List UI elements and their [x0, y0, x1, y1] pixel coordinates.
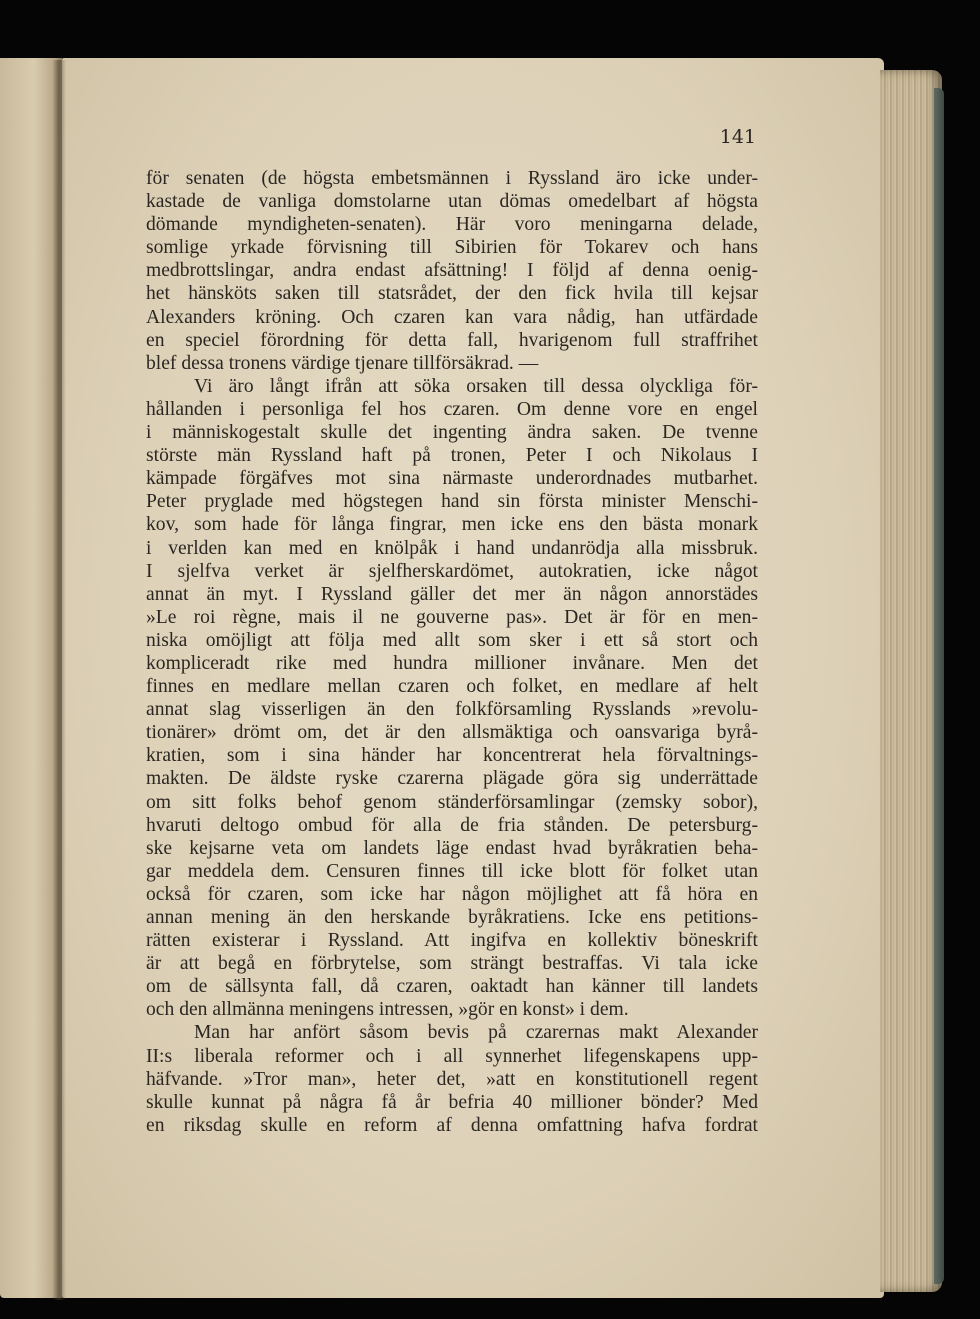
- text-line: om sitt folks behof genom ständerförsamlingar (zemsky sobor),: [146, 791, 758, 813]
- text-line: kämpade förgäfves mot sina närmaste underordnades mutbarhet.: [146, 468, 758, 490]
- text-line: en speciel förordning för detta fall, hvarigenom full straffrihet: [146, 329, 758, 351]
- text-line: somlige yrkade förvisning till Sibirien för Tokarev och hans: [146, 237, 758, 259]
- text-line: och den allmänna meningens intressen, »gör en konst» i dem.: [146, 999, 629, 1021]
- text-line: Alexanders kröning. Och czaren kan vara nådig, han utfärdade: [146, 306, 758, 328]
- text-line: hållanden i personliga fel hos czaren. Om denne vore en engel: [146, 398, 758, 420]
- text-line: Man har anfört såsom bevis på czarernas makt Alexander: [194, 1022, 758, 1044]
- text-line: en riksdag skulle en reform af denna omfattning hafva fordrat: [146, 1114, 758, 1136]
- page-gutter-shadow: [52, 60, 66, 1300]
- text-line: om de sällsynta fall, då czaren, oaktadt han känner till landets: [146, 976, 758, 998]
- text-line: annat slag visserligen än den folkförsamling Rysslands »revolu-: [146, 699, 758, 721]
- text-line: Vi äro långt ifrån att söka orsaken till dessa olyckliga för-: [194, 375, 758, 397]
- text-line: skulle kunnat på några få år befria 40 millioner bönder? Med: [146, 1091, 758, 1113]
- text-line: het hänsköts saken till statsrådet, der den fick hvila till kejsar: [146, 283, 758, 305]
- text-line: I sjelfva verket är sjelfherskardömet, autokratien, icke något: [146, 560, 758, 582]
- text-line: störste män Ryssland haft på tronen, Peter I och Nikolaus I: [146, 445, 758, 467]
- text-line: kov, som hade för långa fingrar, men icke ens den bästa monark: [146, 514, 758, 536]
- text-line: kratien, som i sina händer har koncentrerat hela förvaltnings-: [146, 745, 758, 767]
- text-line: rätten existerar i Ryssland. Att ingifva en kollektiv böneskrift: [146, 930, 758, 952]
- page-number: 141: [719, 126, 756, 148]
- text-line: i människogestalt skulle det ingenting ändra saken. De tvenne: [146, 422, 758, 444]
- text-line: är att begå en förbrytelse, som strängt bestraffas. Vi tala icke: [146, 953, 758, 975]
- text-line: dömande myndigheten-senaten). Här voro meningarna delade,: [146, 214, 758, 236]
- book-cover-edge: [934, 88, 944, 1284]
- text-line: blef dessa tronens värdige tjenare tillförsäkrad. —: [146, 352, 539, 374]
- text-line: häfvande. »Tror man», heter det, »att en konstitutionell regent: [146, 1068, 758, 1090]
- text-line: finnes en medlare mellan czaren och folket, en medlare af helt: [146, 676, 758, 698]
- text-line: niska omöjligt att följa med allt som sker i ett så stort och: [146, 629, 758, 651]
- text-line: makten. De äldste ryske czarerna plägade göra sig underrättade: [146, 768, 758, 790]
- text-line: II:s liberala reformer och i all synnerhet lifegenskapens upp-: [146, 1045, 758, 1067]
- page-fore-edges: [880, 70, 942, 1292]
- text-line: »Le roi règne, mais il ne gouverne pas». Det är för en men-: [146, 606, 758, 628]
- text-line: kompliceradt rike med hundra millioner invånare. Men det: [146, 652, 758, 674]
- text-line: annan mening än den herskande byråkratiens. Icke ens petitions-: [146, 907, 758, 928]
- text-line: i verlden kan med en knölpåk i hand undanrödja alla missbruk.: [146, 537, 758, 559]
- text-line: tionärer» drömt om, det är den allsmäktiga och oansvariga byrå-: [146, 722, 758, 744]
- text-line: Peter pryglade med högstegen hand sin första minister Menschi-: [146, 491, 758, 513]
- text-line: för senaten (de högsta embetsmännen i Ryssland äro icke under-: [146, 168, 758, 189]
- text-line: ske kejsarne veta om landets läge endast hvad byråkratien beha-: [146, 837, 758, 859]
- text-line: kastade de vanliga domstolarne utan dömas omedelbart af högsta: [146, 191, 758, 213]
- text-line: också för czaren, som icke har någon möjlighet att få höra en: [146, 883, 758, 905]
- text-line: medbrottslingar, andra endast afsättning! I följd af denna oenig-: [146, 260, 758, 282]
- text-line: annat än myt. I Ryssland gäller det mer än någon annorstädes: [146, 583, 758, 605]
- body-text: [146, 167, 758, 1137]
- text-line: gar meddela dem. Censuren finnes till icke blott för folket utan: [146, 860, 758, 882]
- text-line: hvaruti deltogo ombud för alla de fria stånden. De petersburg-: [146, 814, 758, 836]
